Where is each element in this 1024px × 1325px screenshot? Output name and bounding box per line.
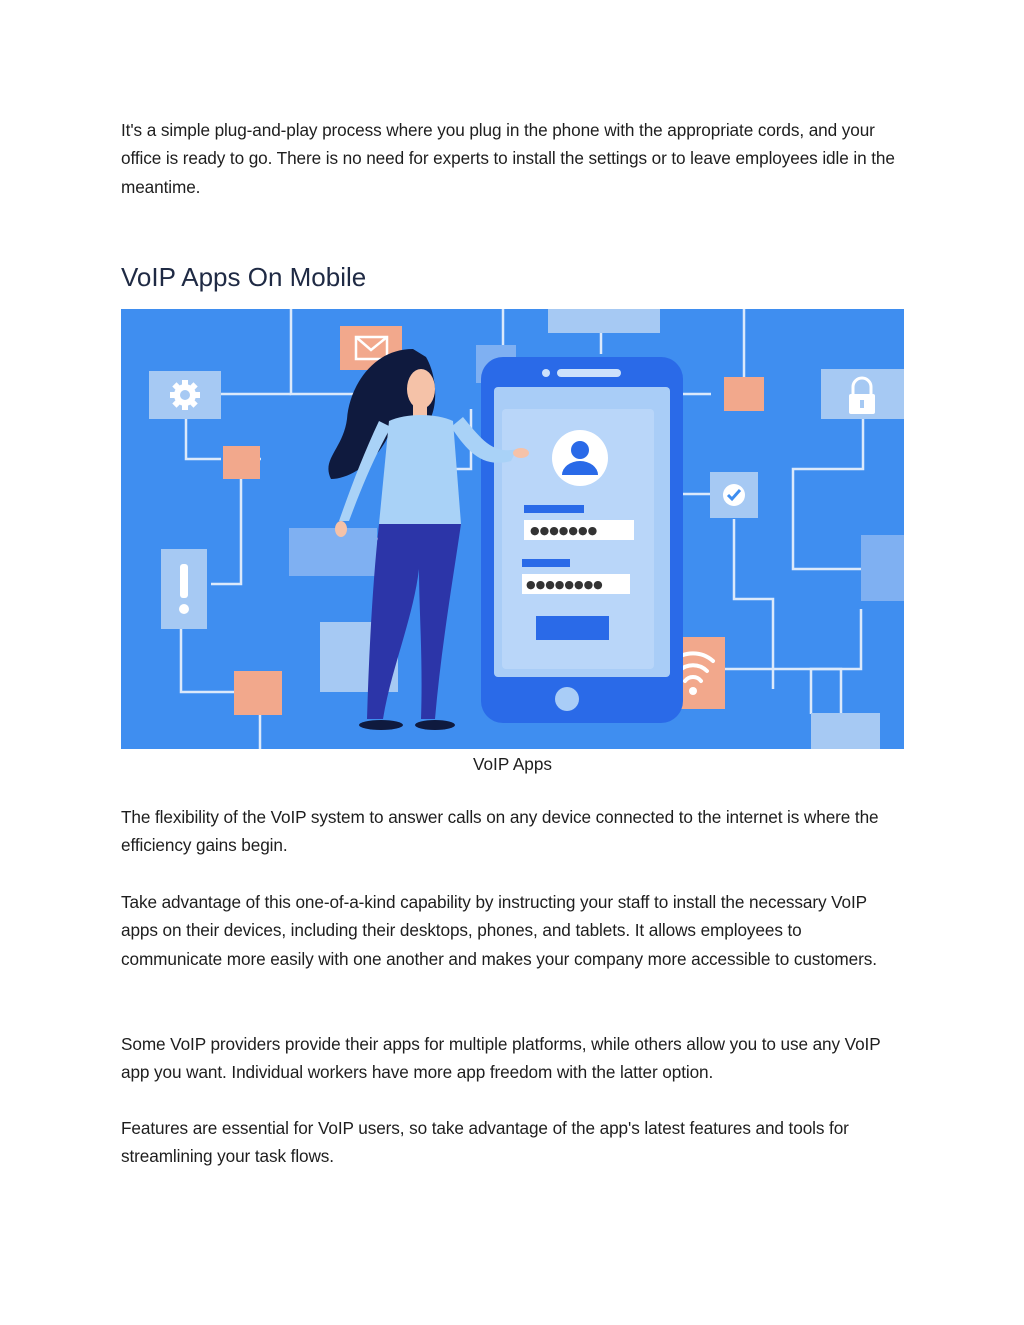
- voip-apps-illustration: [121, 309, 904, 749]
- paragraph-features: Features are essential for VoIP users, so take advantage of the app's latest features and tools for streamlining your task flows.: [121, 1118, 849, 1167]
- blue-tile-mid: [289, 528, 377, 576]
- paragraph-providers: Some VoIP providers provide their apps for multiple platforms, while others allow you to use any VoIP app you want. Individual workers have more app freedom with the latter option.: [121, 1034, 881, 1083]
- paragraph-capability: Take advantage of this one-of-a-kind capability by instructing your staff to install the necessary VoIP apps on their devices, including their desktops, phones, and tablets. It allows employees to communicate more easily with one another and makes your company more accessible to customers.: [121, 892, 877, 969]
- smartphone-illustration: [481, 357, 683, 723]
- blue-tile-bottom: [811, 713, 880, 749]
- alert-icon: [179, 564, 189, 614]
- password-dots-1: ●●●●●●●: [530, 524, 598, 537]
- paragraph-flexibility: The flexibility of the VoIP system to answer calls on any device connected to the internet is where the efficiency gains begin.: [121, 807, 879, 856]
- peach-tile-1: [223, 446, 260, 479]
- peach-tile-2: [724, 377, 764, 411]
- peach-tile-3: [234, 671, 282, 715]
- intro-paragraph: It's a simple plug-and-play process where you plug in the phone with the appropriate cords, and your office is ready to go. There is no need for experts to install the settings or to leave employees idle in the meantime.: [121, 120, 895, 197]
- section-heading: VoIP Apps On Mobile: [121, 262, 367, 292]
- blue-tile-top: [548, 309, 660, 333]
- blue-tile-right: [861, 535, 904, 601]
- password-dots-2: ●●●●●●●●: [526, 578, 603, 591]
- login-button-illustration: [536, 616, 609, 640]
- gear-icon: [170, 380, 200, 410]
- figure-caption: VoIP Apps: [472, 754, 552, 774]
- check-icon: [723, 484, 745, 506]
- wifi-dot: [689, 687, 697, 695]
